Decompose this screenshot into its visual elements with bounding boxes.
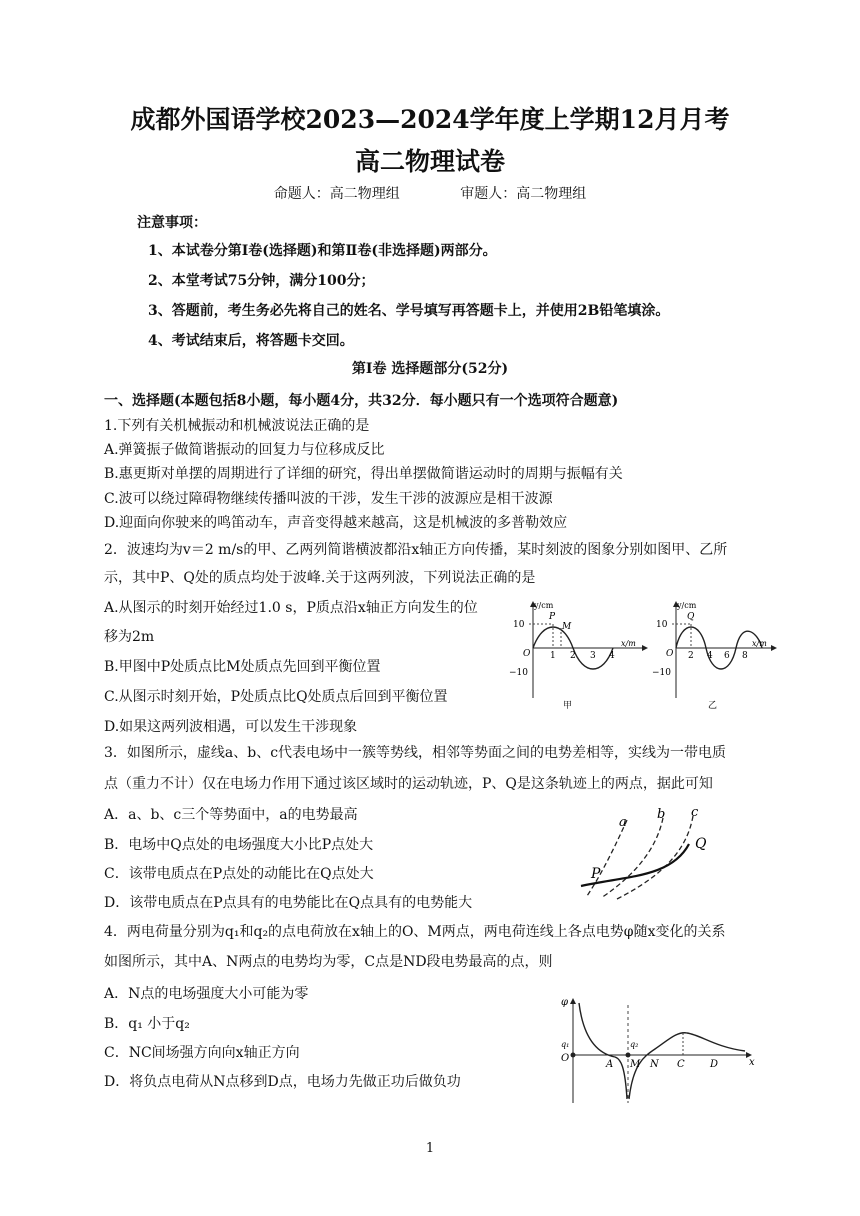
exam-subtitle: 高二物理试卷 <box>354 147 505 176</box>
note-item: 1、本试卷分第Ⅰ卷(选择题)和第Ⅱ卷(非选择题)两部分。 <box>148 243 497 259</box>
x-tick: 4 <box>609 651 615 661</box>
q1-option: D.迎面向你驶来的鸣笛动车，声音变得越来越高，这是机械波的多普勒效应 <box>104 515 568 531</box>
x-label: x <box>749 1057 755 1068</box>
part-heading: 一、选择题(本题包括8小题，每小题4分，共32分．每小题只有一个选项符合题意) <box>104 393 619 409</box>
q2-option: D.如果这两列波相遇，可以发生干涉现象 <box>104 719 358 735</box>
point-m-label: M <box>630 1059 641 1070</box>
x-tick: 1 <box>550 651 556 661</box>
charge-q2-dot <box>626 1053 631 1058</box>
x-tick: 6 <box>724 651 730 661</box>
q3-option: A．a、b、c三个等势面中，a的电势最高 <box>104 807 358 823</box>
q1-label: q₁ <box>561 1040 570 1049</box>
author: 命题人：高二物理组 <box>273 186 400 202</box>
q4-option: B．q₁ 小于q₂ <box>104 1016 190 1032</box>
charge-q1-dot <box>571 1053 576 1058</box>
label-q: Q <box>695 836 707 852</box>
q4-option: A．N点的电场强度大小可能为零 <box>104 986 309 1002</box>
author-line <box>0 183 860 203</box>
x-tick: 2 <box>688 651 694 661</box>
phi-label: φ <box>561 997 569 1008</box>
figure-caption: 乙 <box>708 701 718 710</box>
section-title: 第Ⅰ卷 选择题部分(52分) <box>351 361 509 377</box>
q3-option: D．该带电质点在P点具有的电势能比在Q点具有的电势能大 <box>104 895 473 911</box>
y-tick: 10 <box>513 620 525 630</box>
q2-option: 移为2m <box>104 629 155 645</box>
q2-option: C.从图示时刻开始，P处质点比Q处质点后回到平衡位置 <box>104 689 448 705</box>
q2-option: A.从图示的时刻开始经过1.0 s，P质点沿x轴正方向发生的位 <box>104 600 478 616</box>
point-m-label: M <box>562 622 572 632</box>
point-p-label: P <box>549 612 556 622</box>
x-tick: 3 <box>590 651 596 661</box>
label-c: c <box>691 805 699 820</box>
y-label: y/cm <box>534 601 554 610</box>
label-p: P <box>591 866 601 882</box>
y-tick: −10 <box>509 668 528 678</box>
exam-title: 成都外国语学校2023—2024学年度上学期12月月考 <box>130 105 730 134</box>
point-q-label: Q <box>687 612 695 622</box>
origin-label: O <box>666 649 674 659</box>
q4-stem: 如图所示，其中A、N两点的电势均为零，C点是ND段电势最高的点，则 <box>104 954 553 970</box>
q2-stem: 2．波速均为v＝2 m/s的甲、乙两列简谐横波都沿x轴正方向传播，某时刻波的图象分别如图甲、乙所 <box>104 542 728 558</box>
point-d-label: D <box>710 1059 719 1070</box>
x-tick: 8 <box>742 651 748 661</box>
q1-option: B.惠更斯对单摆的周期进行了详细的研究，得出单摆做简谐运动时的周期与振幅有关 <box>104 466 623 482</box>
potential-curve-left <box>579 1003 627 1099</box>
equipotential-b <box>601 818 663 898</box>
note-item: 3、答题前，考生务必先将自己的姓名、学号填写再答题卡上，并使用2B铅笔填涂。 <box>148 303 670 319</box>
q4-stem: 4．两电荷量分别为q₁和q₂的点电荷放在x轴上的O、M两点，两电荷连线上各点电势φ随x变化的关系 <box>104 924 726 940</box>
q1-option: C.波可以绕过障碍物继续传播叫波的干涉，发生干涉的波源应是相干波源 <box>104 491 553 507</box>
potential-figure <box>555 995 765 1107</box>
q3-option: B．电场中Q点处的电场强度大小比P点处大 <box>104 837 374 853</box>
q3-stem: 3．如图所示，虚线a、b、c代表电场中一簇等势线，相邻等势面之间的电势差相等，实线为一带电质 <box>104 745 727 761</box>
reviewer: 审题人：高二物理组 <box>460 186 587 202</box>
q2-label: q₂ <box>630 1040 639 1049</box>
point-a-label: A <box>606 1059 614 1070</box>
y-tick: 10 <box>656 620 668 630</box>
origin-label: O <box>523 649 531 659</box>
x-tick: 2 <box>570 651 576 661</box>
x-label: x/m <box>752 639 767 648</box>
q4-option: D．将负点电荷从N点移到D点，电场力先做正功后做负功 <box>104 1074 461 1090</box>
origin-label: O <box>561 1053 570 1064</box>
q1-option: A.弹簧振子做简谐振动的回复力与位移成反比 <box>104 442 385 458</box>
y-tick: −10 <box>652 668 671 678</box>
potential-curve-right <box>629 1033 745 1099</box>
point-c-label: C <box>677 1059 685 1070</box>
q2-option: B.甲图中P处质点比M处质点先回到平衡位置 <box>104 659 381 675</box>
x-label: x/m <box>621 639 636 648</box>
notes-heading: 注意事项： <box>137 215 207 231</box>
note-item: 2、本堂考试75分钟，满分100分； <box>148 273 375 289</box>
q3-stem: 点（重力不计）仅在电场力作用下通过该区域时的运动轨迹，P、Q是这条轨迹上的两点，据此可知 <box>104 776 713 792</box>
wave-figure-yi <box>650 598 780 710</box>
q4-option: C．NC间场强方向向x轴正方向 <box>104 1045 300 1061</box>
label-a: a <box>619 815 627 830</box>
q3-option: C．该带电质点在P点处的动能比在Q点处大 <box>104 866 374 882</box>
equipotential-figure <box>575 802 725 904</box>
point-n-label: N <box>650 1059 659 1070</box>
label-b: b <box>657 807 666 822</box>
figure-caption: 甲 <box>563 701 573 710</box>
q1-stem: 1.下列有关机械振动和机械波说法正确的是 <box>104 418 370 434</box>
note-item: 4、考试结束后，将答题卡交回。 <box>148 333 354 349</box>
page-number: 1 <box>425 1141 435 1156</box>
q2-stem: 示，其中P、Q处的质点均处于波峰.关于这两列波，下列说法正确的是 <box>104 570 536 586</box>
wave-figure-jia <box>505 598 650 710</box>
x-tick: 4 <box>707 651 713 661</box>
y-label: y/cm <box>677 601 697 610</box>
